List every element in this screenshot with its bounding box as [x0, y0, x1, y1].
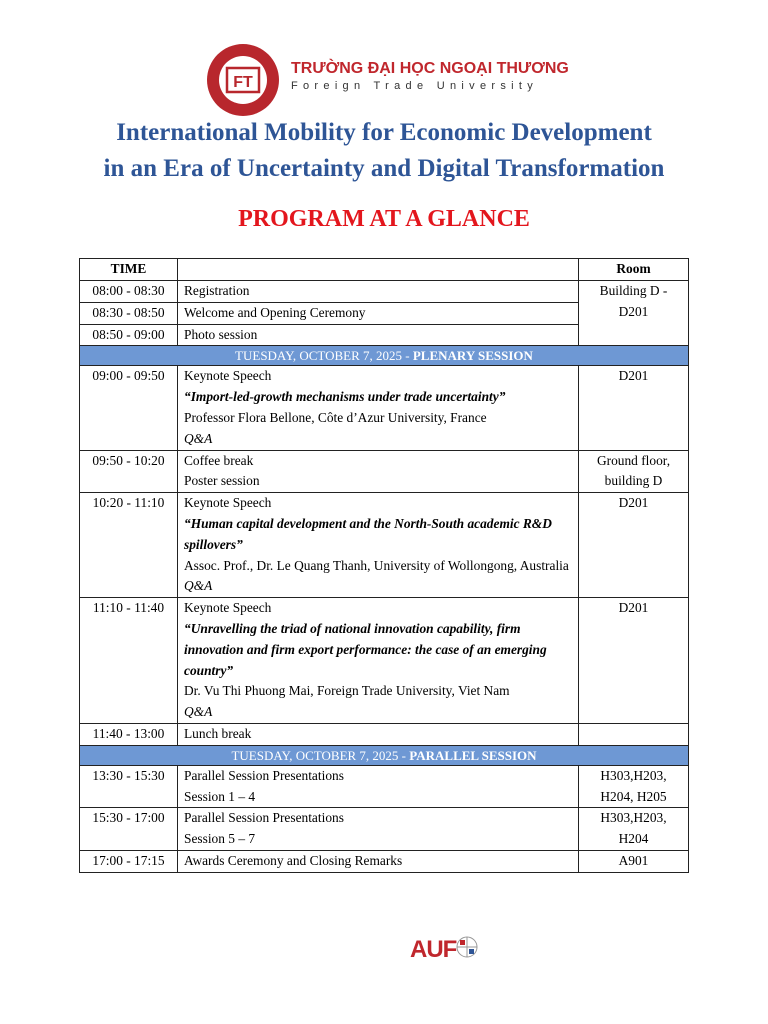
talk-title: “Import-led-growth mechanisms under trade uncertainty”	[184, 389, 506, 405]
speaker: Professor Flora Bellone, Côte d’Azur University, France	[184, 409, 487, 425]
activity-cell	[178, 366, 579, 450]
program-table	[79, 258, 689, 873]
room-cell: Ground floor, building D	[579, 450, 689, 493]
table-row	[80, 598, 689, 724]
session-type: Keynote Speech	[184, 600, 272, 616]
time-cell: 08:00 - 08:30	[80, 281, 178, 303]
activity-line: Parallel Session Presentations	[184, 810, 344, 826]
qa-label: Q&A	[184, 578, 213, 594]
room-cell: D201	[579, 366, 689, 450]
activity-cell: Photo session	[178, 324, 579, 346]
auf-logo	[410, 930, 482, 964]
activity-line: Session 1 – 4	[184, 788, 256, 804]
speaker: Assoc. Prof., Dr. Le Quang Thanh, University of Wollongong, Australia	[184, 557, 569, 573]
table-row	[80, 808, 689, 851]
activity-line: Coffee break	[184, 452, 254, 468]
room-cell: D201	[579, 493, 689, 598]
table-row	[80, 493, 689, 598]
room-cell: H303,H203, H204, H205	[579, 765, 689, 808]
activity-cell	[178, 808, 579, 851]
title-line-1: International Mobility for Economic Development	[116, 119, 652, 146]
conference-title	[0, 115, 768, 187]
room-cell: H303,H203, H204	[579, 808, 689, 851]
room-cell: D201	[579, 598, 689, 724]
university-name-vi: TRƯỜNG ĐẠI HỌC NGOẠI THƯƠNG	[291, 60, 569, 77]
activity-cell: Registration	[178, 281, 579, 303]
university-seal-icon	[207, 44, 279, 116]
session-type: Keynote Speech	[184, 368, 272, 384]
qa-label: Q&A	[184, 704, 213, 720]
page-subtitle: PROGRAM AT A GLANCE	[238, 206, 530, 232]
time-cell: 17:00 - 17:15	[80, 850, 178, 872]
title-line-2: in an Era of Uncertainty and Digital Transformation	[103, 155, 665, 182]
qa-label: Q&A	[184, 430, 213, 446]
speaker: Dr. Vu Thi Phuong Mai, Foreign Trade University, Viet Nam	[184, 683, 510, 699]
table-header-row	[80, 259, 689, 281]
section-label: PARALLEL SESSION	[409, 747, 537, 763]
parallel-section-row	[80, 745, 689, 765]
time-cell: 11:10 - 11:40	[80, 598, 178, 724]
activity-cell: Awards Ceremony and Closing Remarks	[178, 850, 579, 872]
activity-line: Session 5 – 7	[184, 831, 256, 847]
activity-line: Poster session	[184, 473, 260, 489]
section-header	[80, 346, 689, 366]
plenary-section-row	[80, 346, 689, 366]
time-cell: 13:30 - 15:30	[80, 765, 178, 808]
time-cell: 15:30 - 17:00	[80, 808, 178, 851]
activity-cell	[178, 598, 579, 724]
section-date: TUESDAY, OCTOBER 7, 2025 -	[235, 348, 413, 364]
col-header-room: Room	[579, 259, 689, 281]
time-cell: 11:40 - 13:00	[80, 723, 178, 745]
room-cell: A901	[579, 850, 689, 872]
time-cell: 09:00 - 09:50	[80, 366, 178, 450]
table-row	[80, 450, 689, 493]
seal-letters: FT	[233, 74, 253, 91]
time-cell: 10:20 - 11:10	[80, 493, 178, 598]
table-row	[80, 850, 689, 872]
table-row	[80, 366, 689, 450]
section-header	[80, 745, 689, 765]
talk-title: “Human capital development and the North-South academic R&D spillovers”	[184, 515, 552, 552]
table-row	[80, 281, 689, 303]
activity-line: Parallel Session Presentations	[184, 767, 344, 783]
time-cell: 09:50 - 10:20	[80, 450, 178, 493]
activity-cell	[178, 493, 579, 598]
university-name-en: Foreign Trade University	[291, 80, 539, 92]
table-row	[80, 765, 689, 808]
section-label: PLENARY SESSION	[412, 348, 533, 364]
activity-cell	[178, 450, 579, 493]
col-header-time: TIME	[80, 259, 178, 281]
activity-cell	[178, 765, 579, 808]
room-cell: Building D - D201	[579, 281, 689, 346]
university-header	[207, 44, 567, 116]
section-date: TUESDAY, OCTOBER 7, 2025 -	[231, 747, 410, 763]
talk-title: “Unravelling the triad of national innovation capability, firm innovation and firm export performance: the case of an emerging country”	[184, 620, 547, 678]
globe-grid-icon	[457, 937, 477, 957]
time-cell: 08:50 - 09:00	[80, 324, 178, 346]
room-cell	[579, 723, 689, 745]
table-row	[80, 723, 689, 745]
auf-logo-text: AUF	[410, 936, 457, 963]
activity-cell: Lunch break	[178, 723, 579, 745]
col-header-activity	[178, 259, 579, 281]
session-type: Keynote Speech	[184, 495, 272, 511]
activity-cell: Welcome and Opening Ceremony	[178, 302, 579, 324]
time-cell: 08:30 - 08:50	[80, 302, 178, 324]
